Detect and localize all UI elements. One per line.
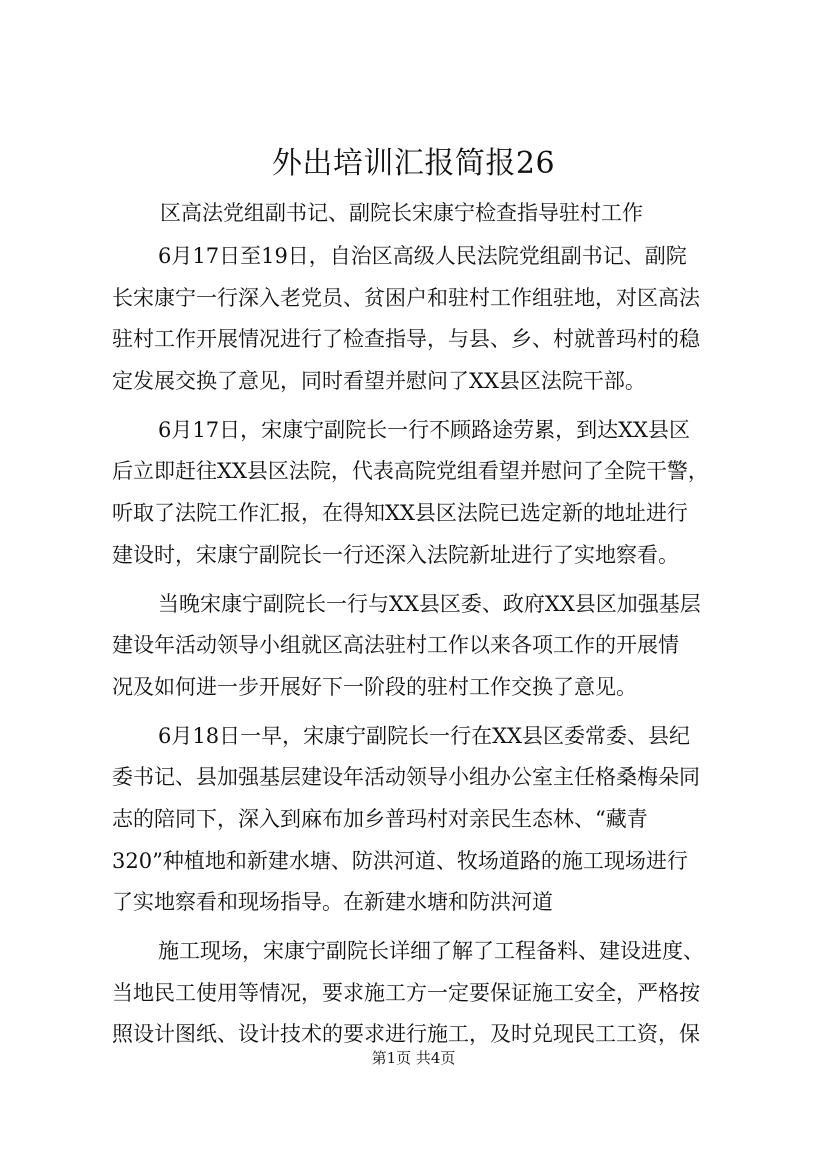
paragraph-line: 当地民工使用等情况，要求施工方一定要保证施工安全，严格按: [112, 980, 700, 1005]
paragraph-line: 听取了法院工作汇报，在得知XX县区法院已选定新的地址进行: [112, 501, 688, 526]
paragraph-line: 了实地察看和现场指导。在新建水塘和防洪河道: [112, 890, 553, 915]
paragraph-line: 定发展交换了意见，同时看望并慰问了XX县区法院干部。: [112, 369, 646, 394]
paragraph: [112, 236, 717, 403]
paragraph-line: 施工现场，宋康宁副院长详细了解了工程备料、建设进度、: [158, 939, 704, 963]
document-body: [112, 236, 717, 1063]
paragraph: [112, 410, 717, 577]
paragraph-line: 320”种植地和新建水塘、防洪河道、牧场道路的施工现场进行: [112, 848, 688, 873]
paragraph-line: 长宋康宁一行深入老党员、贫困户和驻村工作组驻地，对区高法: [112, 285, 700, 310]
paragraph-line: 驻村工作开展情况进行了检查指导，与县、乡、村就普玛村的稳: [112, 327, 700, 352]
document-subtitle: 区高法党组副书记、副院长宋康宁检查指导驻村工作: [160, 201, 643, 225]
paragraph-line: 6月18日一早，宋康宁副院长一行在XX县区委常委、县纪: [158, 723, 690, 748]
paragraph-line: 6月17日至19日，自治区高级人民法院党组副书记、副院: [158, 244, 687, 268]
paragraph-line: 况及如何进一步开展好下一阶段的驻村工作交换了意见。: [112, 674, 637, 699]
paragraph-line: 委书记、县加强基层建设年活动领导小组办公室主任格桑梅朵同: [112, 765, 700, 790]
paragraph: [112, 716, 717, 924]
paragraph-line: 建设年活动领导小组就区高法驻村工作以来各项工作的开展情: [112, 633, 679, 658]
document-title: 外出培训汇报简报26: [271, 146, 556, 181]
paragraph-line: 志的陪同下，深入到麻布加乡普玛村对亲民生态林、“藏青: [112, 806, 648, 831]
paragraph-line: 建设时，宋康宁副院长一行还深入法院新址进行了实地察看。: [112, 542, 679, 567]
paragraph-line: 照设计图纸、设计技术的要求进行施工，及时兑现民工工资，保: [112, 1022, 700, 1047]
page-footer: 第1页 共4页: [371, 1049, 456, 1067]
paragraph-line: 6月17日，宋康宁副院长一行不顾路途劳累，到达XX县区: [158, 417, 690, 442]
paragraph: [112, 584, 717, 709]
paragraph-line: 后立即赶往XX县区法院，代表高院党组看望并慰问了全院干警，: [112, 459, 709, 484]
paragraph: [112, 931, 717, 1056]
paragraph-line: 当晚宋康宁副院长一行与XX县区委、政府XX县区加强基层: [158, 591, 701, 616]
